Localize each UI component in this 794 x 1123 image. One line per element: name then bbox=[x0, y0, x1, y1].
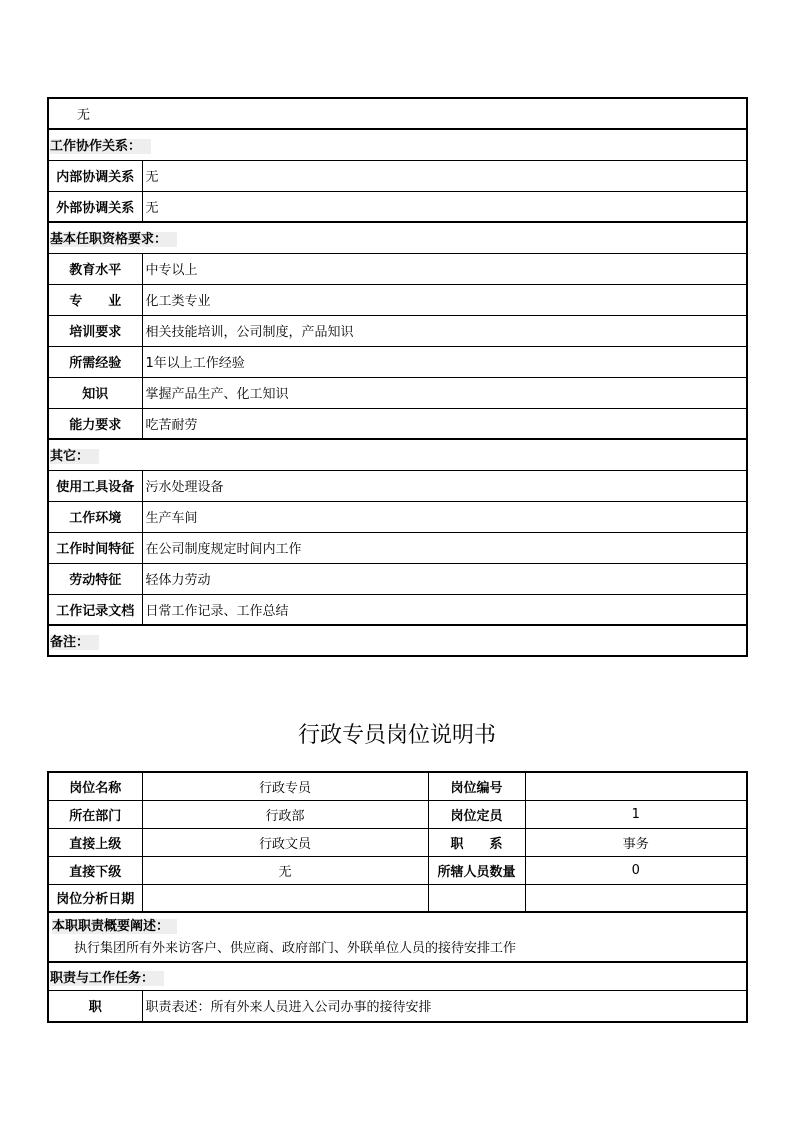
row-value: 1年以上工作经验 bbox=[142, 346, 747, 377]
duties-header: 职责与工作任务： bbox=[48, 962, 747, 990]
duty-label: 职 bbox=[48, 990, 142, 1022]
row-label: 劳动特征 bbox=[48, 563, 142, 594]
notes-header: 备注： bbox=[48, 625, 747, 656]
field-value: 0 bbox=[525, 856, 747, 884]
field-label: 岗位编号 bbox=[428, 772, 525, 800]
row-value: 在公司制度规定时间内工作 bbox=[142, 532, 747, 563]
row-value: 污水处理设备 bbox=[142, 470, 747, 501]
row-value: 轻体力劳动 bbox=[142, 563, 747, 594]
row-label: 所需经验 bbox=[48, 346, 142, 377]
summary-header: 本职职责概要阐述： bbox=[52, 915, 743, 934]
field-label: 岗位分析日期 bbox=[48, 884, 142, 912]
row-label: 能力要求 bbox=[48, 408, 142, 439]
field-label: 所辖人员数量 bbox=[428, 856, 525, 884]
row-value: 掌握产品生产、化工知识 bbox=[142, 377, 747, 408]
field-label bbox=[428, 884, 525, 912]
field-value bbox=[525, 884, 747, 912]
summary-text: 执行集团所有外来访客户、供应商、政府部门、外联单位人员的接待安排工作 bbox=[74, 941, 517, 956]
row-label: 工作环境 bbox=[48, 501, 142, 532]
field-label: 岗位名称 bbox=[48, 772, 142, 800]
row-value: 相关技能培训，公司制度，产品知识 bbox=[142, 315, 747, 346]
field-value: 行政部 bbox=[142, 800, 428, 828]
row-label: 使用工具设备 bbox=[48, 470, 142, 501]
row-label: 工作记录文档 bbox=[48, 594, 142, 625]
row-value: 中专以上 bbox=[142, 253, 747, 284]
row-value: 无 bbox=[142, 191, 747, 222]
field-value: 行政文员 bbox=[142, 828, 428, 856]
top-value-cell: 无 bbox=[48, 98, 747, 129]
field-value: 无 bbox=[142, 856, 428, 884]
qualification-header: 基本任职资格要求： bbox=[48, 222, 747, 253]
row-value: 无 bbox=[142, 160, 747, 191]
row-value: 日常工作记录、工作总结 bbox=[142, 594, 747, 625]
job-requirements-table bbox=[47, 97, 748, 657]
duty-text: 职责表述：所有外来人员进入公司办事的接待安排 bbox=[142, 990, 747, 1022]
field-value: 事务 bbox=[525, 828, 747, 856]
field-label: 职 系 bbox=[428, 828, 525, 856]
field-value: 行政专员 bbox=[142, 772, 428, 800]
other-header: 其它： bbox=[48, 439, 747, 470]
field-label: 直接上级 bbox=[48, 828, 142, 856]
row-label: 内部协调关系 bbox=[48, 160, 142, 191]
job-description-table bbox=[47, 771, 748, 1023]
row-value: 化工类专业 bbox=[142, 284, 747, 315]
row-value: 生产车间 bbox=[142, 501, 747, 532]
row-label: 知识 bbox=[48, 377, 142, 408]
field-label: 所在部门 bbox=[48, 800, 142, 828]
cooperation-header: 工作协作关系： bbox=[48, 129, 747, 160]
summary-cell bbox=[48, 912, 747, 962]
row-label: 外部协调关系 bbox=[48, 191, 142, 222]
field-label: 岗位定员 bbox=[428, 800, 525, 828]
row-label: 教育水平 bbox=[48, 253, 142, 284]
field-value: 1 bbox=[525, 800, 747, 828]
row-label: 培训要求 bbox=[48, 315, 142, 346]
field-value bbox=[142, 884, 428, 912]
document-title: 行政专员岗位说明书 bbox=[297, 723, 496, 748]
field-value bbox=[525, 772, 747, 800]
field-label: 直接下级 bbox=[48, 856, 142, 884]
row-label: 工作时间特征 bbox=[48, 532, 142, 563]
row-value: 吃苦耐劳 bbox=[142, 408, 747, 439]
row-label: 专 业 bbox=[48, 284, 142, 315]
